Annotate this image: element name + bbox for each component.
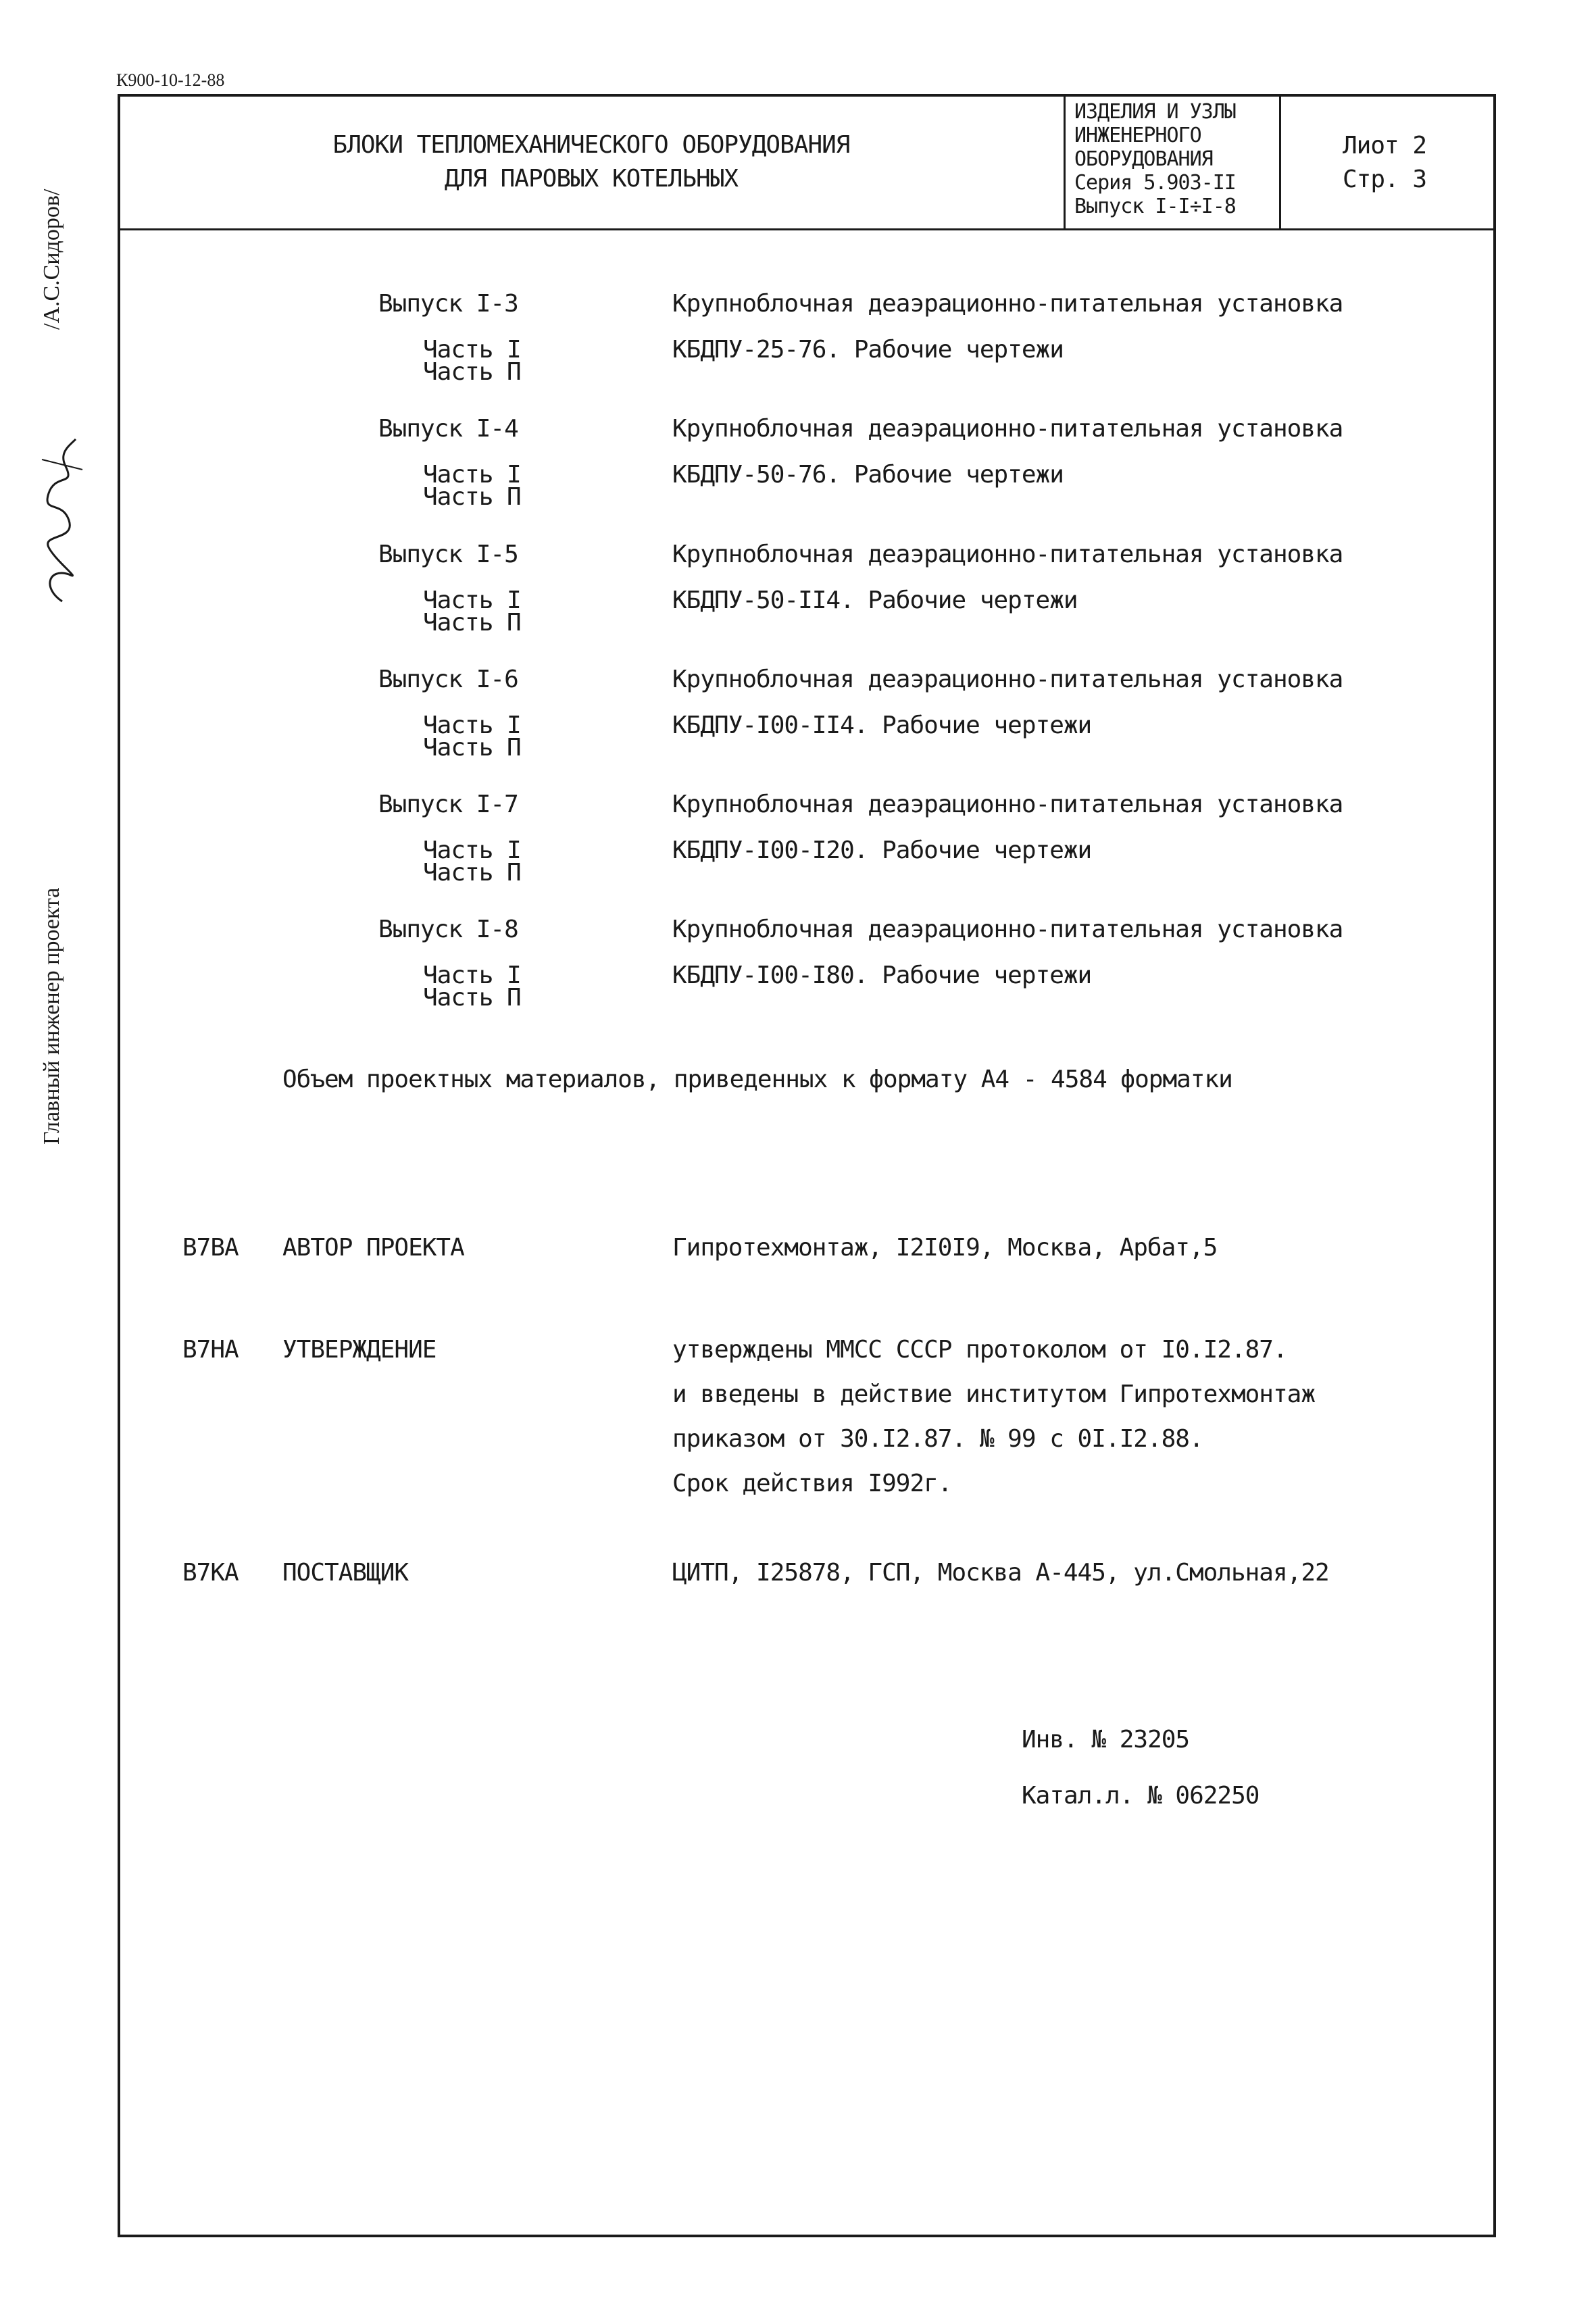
- issue-description: Крупноблочная деаэрационно-питательная установка: [672, 666, 1343, 693]
- record-value: Срок действия I992г.: [672, 1470, 952, 1497]
- issue-number: Выпуск I-6: [378, 666, 518, 693]
- issue-part: Часть I: [423, 336, 521, 364]
- record-label: АВТОР ПРОЕКТА: [282, 1234, 464, 1262]
- issue-number: Выпуск I-7: [378, 791, 518, 818]
- issue-drawing: КБДПУ-I00-II4. Рабочие чертежи: [672, 712, 1092, 739]
- record-value: приказом от 30.I2.87. № 99 с 0I.I2.88.: [672, 1425, 1203, 1453]
- issue-part: Часть П: [423, 984, 521, 1012]
- issue-description: Крупноблочная деаэрационно-питательная установка: [672, 415, 1343, 443]
- page-number: Стр. 3: [1343, 166, 1427, 193]
- sheet-number: Лиот 2: [1343, 132, 1427, 159]
- issue-part: Часть П: [423, 734, 521, 762]
- record-code: В7ВА: [182, 1234, 239, 1262]
- record-label: ПОСТАВЩИК: [282, 1559, 409, 1587]
- header-title: БЛОКИ ТЕПЛОМЕХАНИЧЕСКОГО ОБОРУДОВАНИЯ ДЛЯ ПАРОВЫХ КОТЕЛЬНЫХ: [332, 131, 850, 193]
- record-code: В7НА: [182, 1336, 239, 1364]
- issue-number: Выпуск I-3: [378, 290, 518, 318]
- issue-number: Выпуск I-8: [378, 916, 518, 943]
- issue-drawing: КБДПУ-25-76. Рабочие чертежи: [672, 336, 1064, 364]
- issue-drawing: КБДПУ-I00-I80. Рабочие чертежи: [672, 962, 1092, 989]
- role-vertical: Главный инженер проекта: [39, 887, 64, 1145]
- issue-part: Часть I: [423, 712, 521, 739]
- record-value: Гипротехмонтаж, I2I0I9, Москва, Арбат,5: [672, 1234, 1218, 1262]
- record-value: ЦИТП, I25878, ГСП, Москва А-445, ул.Смольная,22: [672, 1559, 1329, 1587]
- issue-part: Часть I: [423, 837, 521, 864]
- document-code: К900-10-12-88: [116, 70, 225, 90]
- header-divider-right: [1279, 94, 1281, 229]
- issue-drawing: КБДПУ-50-76. Рабочие чертежи: [672, 461, 1064, 489]
- issue-part: Часть I: [423, 962, 521, 989]
- catalog-number: Катал.л. № 062250: [1022, 1782, 1260, 1810]
- issue-drawing: КБДПУ-I00-I20. Рабочие чертежи: [672, 837, 1092, 864]
- record-value: утверждены ММСС СССР протоколом от I0.I2.87.: [672, 1336, 1287, 1364]
- issue-part: Часть П: [423, 483, 521, 511]
- issue-part: Часть I: [423, 587, 521, 614]
- series-block: ИЗДЕЛИЯ И УЗЛЫ ИНЖЕНЕРНОГО ОБОРУДОВАНИЯ Серия 5.903-II Выпуск I-I÷I-8: [1074, 100, 1236, 218]
- issue-part: Часть П: [423, 609, 521, 637]
- author-name-vertical: /А.С.Сидоров/: [39, 189, 64, 330]
- volume-note: Объем проектных материалов, приведенных к формату А4 - 4584 форматки: [282, 1066, 1232, 1093]
- issue-description: Крупноблочная деаэрационно-питательная установка: [672, 541, 1343, 568]
- record-label: УТВЕРЖДЕНИЕ: [282, 1336, 437, 1364]
- issue-drawing: КБДПУ-50-II4. Рабочие чертежи: [672, 587, 1078, 614]
- inventory-number: Инв. № 23205: [1022, 1726, 1190, 1753]
- header-divider: [118, 228, 1496, 230]
- header-divider-left: [1064, 94, 1066, 229]
- issue-part: Часть I: [423, 461, 521, 489]
- issue-description: Крупноблочная деаэрационно-питательная установка: [672, 916, 1343, 943]
- record-code: В7КА: [182, 1559, 239, 1587]
- issue-number: Выпуск I-5: [378, 541, 518, 568]
- issue-part: Часть П: [423, 358, 521, 386]
- issue-description: Крупноблочная деаэрационно-питательная установка: [672, 791, 1343, 818]
- signature-mark: [28, 432, 89, 608]
- issue-part: Часть П: [423, 859, 521, 887]
- issue-number: Выпуск I-4: [378, 415, 518, 443]
- issue-description: Крупноблочная деаэрационно-питательная установка: [672, 290, 1343, 318]
- record-value: и введены в действие институтом Гипротехмонтаж: [672, 1380, 1315, 1408]
